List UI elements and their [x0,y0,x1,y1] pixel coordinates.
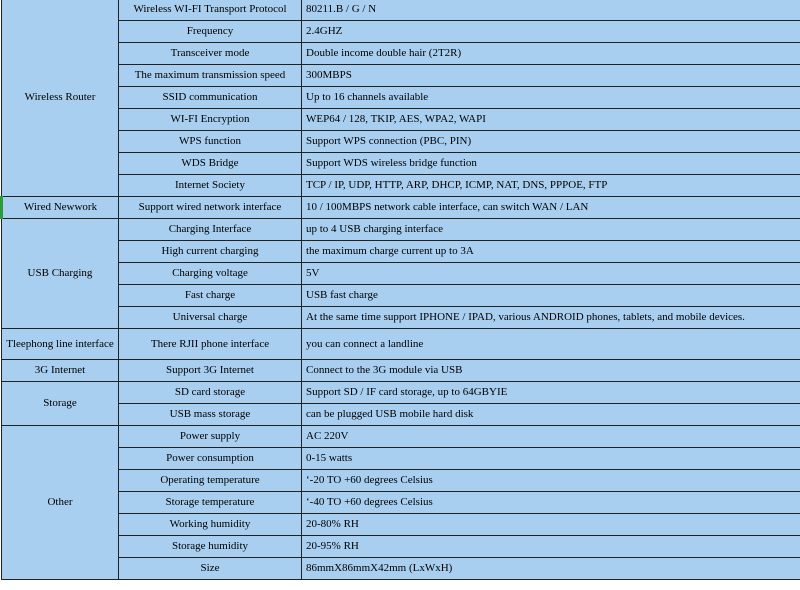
table-row [2,109,800,131]
table-row [2,329,800,360]
value-cell: ‘-40 TO +60 degrees Celsius [302,492,800,514]
value-cell: 10 / 100MBPS network cable interface, can switch WAN / LAN [302,197,800,219]
table-row [2,285,800,307]
value-cell: the maximum charge current up to 3A [302,241,800,263]
value-cell: TCP / IP, UDP, HTTP, ARP, DHCP, ICMP, NAT, DNS, PPPOE, FTP [302,175,800,197]
table-row [2,241,800,263]
category-cell: USB Charging [2,219,119,329]
feature-cell: Support 3G Internet [119,360,302,382]
feature-cell: Internet Society [119,175,302,197]
table-row [2,131,800,153]
table-row [2,0,800,21]
table-row [2,448,800,470]
value-cell: At the same time support IPHONE / IPAD, various ANDROID phones, tablets, and mobile devices. [302,307,800,329]
value-cell: Support WDS wireless bridge function [302,153,800,175]
feature-cell: Fast charge [119,285,302,307]
value-cell: 20-80% RH [302,514,800,536]
feature-cell: SSID communication [119,87,302,109]
category-cell: Wired Newwork [2,197,119,219]
table-row [2,153,800,175]
feature-cell: USB mass storage [119,404,302,426]
feature-cell: Size [119,558,302,580]
value-cell: 300MBPS [302,65,800,87]
feature-cell: Transceiver mode [119,43,302,65]
category-cell: Tleephong line interface [2,329,119,360]
feature-cell: Universal charge [119,307,302,329]
value-cell: you can connect a landline [302,329,800,360]
feature-cell: Storage temperature [119,492,302,514]
table-row [2,536,800,558]
value-cell: Double income double hair (2T2R) [302,43,800,65]
table-row [2,558,800,580]
table-row [2,492,800,514]
value-cell: Up to 16 channels available [302,87,800,109]
table-row [2,470,800,492]
table-row [2,514,800,536]
table-row [2,219,800,241]
table-row [2,87,800,109]
table-row [2,197,800,219]
table-row [2,382,800,404]
table-row [2,404,800,426]
table-row [2,426,800,448]
category-cell: Wireless Router [2,0,119,197]
feature-cell: Charging Interface [119,219,302,241]
value-cell: 80211.B / G / N [302,0,800,21]
category-cell: 3G Internet [2,360,119,382]
table-row [2,307,800,329]
feature-cell: SD card storage [119,382,302,404]
value-cell: Support SD / IF card storage, up to 64GBYIE [302,382,800,404]
feature-cell: Support wired network interface [119,197,302,219]
value-cell: AC 220V [302,426,800,448]
value-cell: ‘-20 TO +60 degrees Celsius [302,470,800,492]
category-cell: Other [2,426,119,580]
feature-cell: The maximum transmission speed [119,65,302,87]
table-row [2,360,800,382]
category-cell: Storage [2,382,119,426]
feature-cell: WPS function [119,131,302,153]
table-row [2,21,800,43]
value-cell: up to 4 USB charging interface [302,219,800,241]
feature-cell: Operating temperature [119,470,302,492]
value-cell: 86mmX86mmX42mm (LxWxH) [302,558,800,580]
value-cell: Support WPS connection (PBC, PIN) [302,131,800,153]
value-cell: 5V [302,263,800,285]
value-cell: can be plugged USB mobile hard disk [302,404,800,426]
feature-cell: Frequency [119,21,302,43]
table-row [2,65,800,87]
feature-cell: High current charging [119,241,302,263]
feature-cell: There RJII phone interface [119,329,302,360]
value-cell: USB fast charge [302,285,800,307]
table-row [2,43,800,65]
spec-table-body [2,0,800,580]
feature-cell: WDS Bridge [119,153,302,175]
feature-cell: Working humidity [119,514,302,536]
value-cell: WEP64 / 128, TKIP, AES, WPA2, WAPI [302,109,800,131]
value-cell: 0-15 watts [302,448,800,470]
feature-cell: Charging voltage [119,263,302,285]
table-row [2,263,800,285]
table-row [2,175,800,197]
feature-cell: Power supply [119,426,302,448]
feature-cell: Wireless WI-FI Transport Protocol [119,0,302,21]
value-cell: Connect to the 3G module via USB [302,360,800,382]
feature-cell: WI-FI Encryption [119,109,302,131]
value-cell: 2.4GHZ [302,21,800,43]
feature-cell: Storage humidity [119,536,302,558]
feature-cell: Power consumption [119,448,302,470]
value-cell: 20-95% RH [302,536,800,558]
